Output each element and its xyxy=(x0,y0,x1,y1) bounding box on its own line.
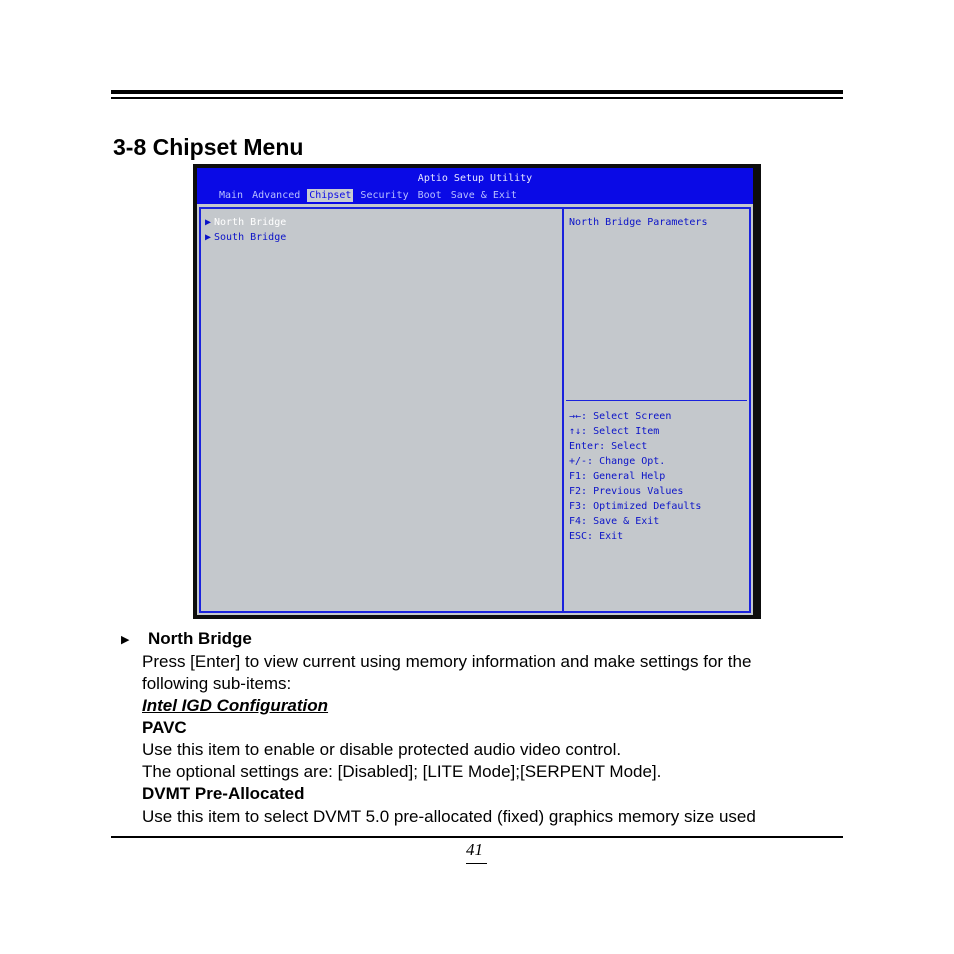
bios-frame xyxy=(199,207,751,613)
submenu-arrow-icon: ▶ xyxy=(205,217,212,228)
page-title: 3-8 Chipset Menu xyxy=(113,134,304,160)
bios-tab-bar xyxy=(217,189,519,202)
page-number: 41 xyxy=(466,840,483,859)
bios-header xyxy=(197,168,753,208)
key-help-line: Enter: Select xyxy=(569,441,648,452)
key-help-line: ESC: Exit xyxy=(569,531,624,542)
bios-main-panel xyxy=(197,204,753,615)
bios-divider-horizontal xyxy=(566,400,747,401)
key-help-line: F4: Save & Exit xyxy=(569,516,660,527)
bios-menu-item-south-bridge[interactable] xyxy=(205,232,286,247)
key-help-line: F3: Optimized Defaults xyxy=(569,501,702,512)
submenu-arrow-icon: ▶ xyxy=(205,232,212,243)
key-help-line: F2: Previous Values xyxy=(569,486,684,497)
dvmt-heading: DVMT Pre-Allocated xyxy=(142,784,305,803)
bios-utility-title: Aptio Setup Utility xyxy=(417,173,533,184)
bios-divider-vertical xyxy=(562,207,564,613)
bullet-icon: ▶ xyxy=(121,634,130,646)
key-help-line: F1: General Help xyxy=(569,471,666,482)
bios-help-text: North Bridge Parameters xyxy=(569,217,708,228)
header-rule-thick xyxy=(111,90,843,94)
pavc-heading: PAVC xyxy=(142,718,187,737)
tab-chipset[interactable]: Chipset xyxy=(309,190,352,201)
tab-advanced[interactable]: Advanced xyxy=(252,190,301,201)
bios-menu xyxy=(205,217,286,247)
bios-screenshot xyxy=(193,164,761,619)
pavc-options: The optional settings are: [Disabled]; [LITE Mode];[SERPENT Mode]. xyxy=(142,762,662,781)
subsection-heading: Intel IGD Configuration xyxy=(142,696,329,715)
header-rule-thin xyxy=(111,97,843,99)
bios-menu-item-label: South Bridge xyxy=(214,232,287,243)
key-help-line: +/-: Change Opt. xyxy=(569,456,666,467)
footer-rule xyxy=(111,836,843,838)
page-number-underline xyxy=(466,863,487,864)
bios-key-help xyxy=(569,411,701,546)
pavc-description: Use this item to enable or disable protected audio video control. xyxy=(142,740,622,759)
section-heading-north-bridge: North Bridge xyxy=(148,629,252,648)
key-help-line: ↑↓: Select Item xyxy=(569,426,660,437)
bios-menu-item-north-bridge[interactable] xyxy=(205,217,286,232)
bios-menu-item-label: North Bridge xyxy=(214,217,287,228)
tab-main[interactable]: Main xyxy=(219,190,244,201)
intro-line-2: following sub-items: xyxy=(142,674,292,693)
tab-security[interactable]: Security xyxy=(360,190,409,201)
dvmt-description: Use this item to select DVMT 5.0 pre-allocated (fixed) graphics memory size used xyxy=(142,807,756,826)
intro-line-1: Press [Enter] to view current using memory information and make settings for the xyxy=(142,652,752,671)
tab-boot[interactable]: Boot xyxy=(417,190,442,201)
key-help-line: →←: Select Screen xyxy=(569,411,672,422)
tab-save-exit[interactable]: Save & Exit xyxy=(450,190,517,201)
